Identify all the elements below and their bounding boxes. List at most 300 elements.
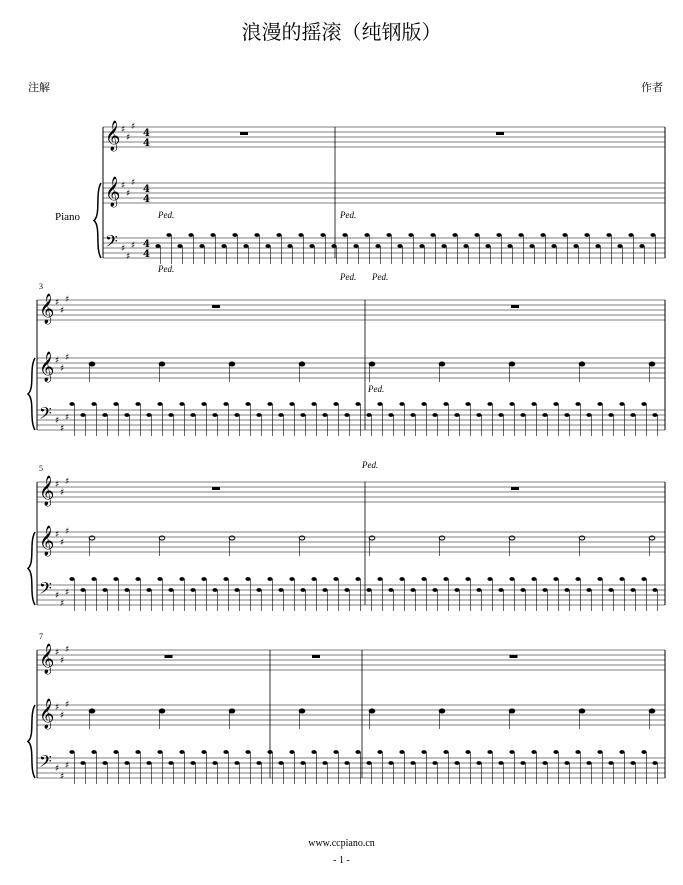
composer-label: 作者	[641, 81, 663, 94]
note-head	[476, 761, 481, 765]
score-title: 浪漫的摇滚（纯钢版）	[241, 20, 442, 44]
note-head	[439, 536, 445, 540]
note-head	[223, 577, 228, 581]
note-head	[344, 588, 349, 592]
note-head	[439, 362, 445, 366]
note-head	[531, 750, 536, 754]
note-head	[333, 577, 338, 581]
note-head	[476, 588, 481, 592]
note-head	[276, 233, 281, 237]
note-head	[355, 750, 360, 754]
note-head	[575, 402, 580, 406]
note-head	[331, 244, 336, 248]
note-head	[454, 413, 459, 417]
note-head	[168, 761, 173, 765]
sharp-icon: ♯	[55, 416, 60, 426]
note-head	[179, 402, 184, 406]
note-head	[177, 244, 182, 248]
note-head	[190, 761, 195, 765]
note-head	[584, 233, 589, 237]
note-head	[509, 750, 514, 754]
treble-clef: 𝄞	[105, 177, 121, 207]
note-head	[520, 413, 525, 417]
note-head	[369, 536, 375, 540]
note-head	[597, 402, 602, 406]
note-head	[579, 709, 585, 713]
treble-clef: 𝄞	[39, 699, 55, 729]
note-head	[421, 750, 426, 754]
whole-rest	[511, 305, 519, 308]
note-head	[649, 709, 655, 713]
note-head	[641, 402, 646, 406]
measure-number: 7	[39, 632, 43, 641]
note-head	[487, 750, 492, 754]
sharp-icon: ♯	[65, 413, 70, 423]
note-head	[617, 244, 622, 248]
note-head	[388, 761, 393, 765]
note-head	[353, 244, 358, 248]
note-head	[443, 577, 448, 581]
note-head	[649, 362, 655, 366]
note-head	[619, 577, 624, 581]
note-head	[201, 577, 206, 581]
note-head	[430, 233, 435, 237]
note-head	[619, 402, 624, 406]
note-head	[229, 362, 235, 366]
note-head	[344, 413, 349, 417]
note-head	[474, 233, 479, 237]
sharp-icon: ♯	[60, 599, 65, 609]
piano-brace	[28, 532, 35, 605]
note-head	[375, 244, 380, 248]
bass-clef: 𝄢	[39, 751, 52, 775]
note-head	[641, 750, 646, 754]
whole-rest	[510, 655, 518, 658]
note-head	[229, 536, 235, 540]
note-head	[124, 588, 129, 592]
note-head	[300, 761, 305, 765]
note-head	[166, 233, 171, 237]
note-head	[265, 244, 270, 248]
note-head	[551, 244, 556, 248]
note-head	[364, 233, 369, 237]
pedal-mark: Ped.	[158, 210, 175, 220]
note-head	[579, 362, 585, 366]
note-head	[223, 750, 228, 754]
note-head	[575, 750, 580, 754]
note-head	[619, 750, 624, 754]
note-head	[168, 413, 173, 417]
note-head	[113, 577, 118, 581]
note-head	[190, 588, 195, 592]
note-head	[531, 402, 536, 406]
note-head	[608, 413, 613, 417]
note-head	[485, 244, 490, 248]
note-head	[135, 750, 140, 754]
note-head	[465, 577, 470, 581]
note-head	[289, 750, 294, 754]
sharp-icon: ♯	[121, 181, 126, 191]
note-head	[498, 588, 503, 592]
note-head	[190, 413, 195, 417]
sharp-icon: ♯	[121, 125, 126, 135]
note-head	[432, 588, 437, 592]
note-head	[267, 750, 272, 754]
note-head	[443, 750, 448, 754]
treble-clef: 𝄞	[105, 121, 121, 151]
piano-brace	[28, 705, 35, 778]
note-head	[212, 588, 217, 592]
note-head	[229, 709, 235, 713]
pedal-mark: Ped.	[340, 272, 357, 282]
note-head	[410, 413, 415, 417]
note-head	[399, 750, 404, 754]
note-head	[520, 761, 525, 765]
note-head	[311, 402, 316, 406]
note-head	[608, 588, 613, 592]
instrument-name: Piano	[55, 211, 81, 223]
note-head	[289, 577, 294, 581]
note-head	[465, 750, 470, 754]
sharp-icon: ♯	[55, 356, 60, 366]
note-head	[586, 588, 591, 592]
note-head	[157, 577, 162, 581]
note-head	[564, 413, 569, 417]
note-head	[531, 577, 536, 581]
note-head	[553, 577, 558, 581]
note-head	[333, 402, 338, 406]
note-head	[628, 233, 633, 237]
note-head	[410, 761, 415, 765]
time-signature-top: 4	[143, 184, 150, 195]
note-head	[542, 588, 547, 592]
note-head	[322, 588, 327, 592]
note-head	[649, 536, 655, 540]
sharp-icon: ♯	[55, 298, 60, 308]
note-head	[223, 402, 228, 406]
note-head	[102, 413, 107, 417]
note-head	[419, 244, 424, 248]
treble-clef: 𝄞	[39, 352, 55, 382]
note-head	[562, 233, 567, 237]
note-head	[102, 761, 107, 765]
note-head	[278, 761, 283, 765]
note-head	[564, 588, 569, 592]
note-head	[91, 750, 96, 754]
note-head	[579, 536, 585, 540]
note-head	[564, 761, 569, 765]
note-head	[408, 233, 413, 237]
note-head	[595, 244, 600, 248]
note-head	[573, 244, 578, 248]
treble-clef: 𝄞	[39, 644, 55, 674]
note-head	[267, 577, 272, 581]
sharp-icon: ♯	[126, 133, 131, 143]
note-head	[487, 577, 492, 581]
sharp-icon: ♯	[55, 480, 60, 490]
note-head	[124, 761, 129, 765]
time-signature-bottom: 4	[143, 249, 150, 260]
note-head	[210, 233, 215, 237]
note-head	[311, 577, 316, 581]
note-head	[135, 402, 140, 406]
note-head	[443, 402, 448, 406]
note-head	[221, 244, 226, 248]
note-head	[520, 588, 525, 592]
piano-brace	[28, 358, 35, 430]
note-head	[529, 244, 534, 248]
note-head	[299, 709, 305, 713]
note-head	[80, 761, 85, 765]
note-head	[344, 761, 349, 765]
note-head	[113, 750, 118, 754]
time-signature-top: 4	[143, 239, 150, 250]
note-head	[410, 588, 415, 592]
note-head	[355, 402, 360, 406]
note-head	[575, 577, 580, 581]
note-head	[80, 413, 85, 417]
note-head	[553, 402, 558, 406]
note-head	[463, 244, 468, 248]
note-head	[157, 402, 162, 406]
note-head	[256, 761, 261, 765]
note-head	[388, 588, 393, 592]
whole-rest	[511, 487, 519, 490]
sharp-icon: ♯	[60, 656, 65, 666]
note-head	[441, 244, 446, 248]
note-head	[630, 588, 635, 592]
piano-brace	[94, 183, 101, 258]
note-head	[89, 362, 95, 366]
pedal-mark: Ped.	[340, 210, 357, 220]
note-head	[298, 233, 303, 237]
note-head	[91, 577, 96, 581]
note-head	[322, 413, 327, 417]
page-number: - 1 -	[333, 855, 350, 866]
note-head	[69, 577, 74, 581]
note-head	[630, 761, 635, 765]
sharp-icon: ♯	[55, 703, 60, 713]
note-head	[386, 233, 391, 237]
note-head	[299, 362, 305, 366]
note-head	[641, 577, 646, 581]
note-head	[606, 233, 611, 237]
note-head	[102, 588, 107, 592]
website-footer: www.ccpiano.cn	[308, 838, 375, 849]
note-head	[540, 233, 545, 237]
note-head	[397, 244, 402, 248]
note-head	[652, 761, 657, 765]
note-head	[300, 413, 305, 417]
note-head	[597, 577, 602, 581]
sharp-icon: ♯	[65, 477, 70, 487]
annotation-label: 注解	[28, 81, 50, 94]
note-head	[91, 402, 96, 406]
note-head	[278, 413, 283, 417]
whole-rest	[240, 132, 248, 135]
note-head	[89, 709, 95, 713]
sharp-icon: ♯	[121, 244, 126, 254]
note-head	[432, 761, 437, 765]
note-head	[146, 761, 151, 765]
note-head	[509, 362, 515, 366]
note-head	[322, 761, 327, 765]
sharp-icon: ♯	[126, 252, 131, 262]
note-head	[155, 244, 160, 248]
sharp-icon: ♯	[126, 189, 131, 199]
note-head	[201, 750, 206, 754]
note-head	[355, 577, 360, 581]
note-head	[509, 709, 515, 713]
sharp-icon: ♯	[65, 295, 70, 305]
note-head	[399, 402, 404, 406]
sharp-icon: ♯	[60, 488, 65, 498]
sharp-icon: ♯	[131, 122, 136, 132]
time-signature-bottom: 4	[143, 138, 150, 149]
note-head	[113, 402, 118, 406]
sharp-icon: ♯	[131, 241, 136, 251]
note-head	[201, 402, 206, 406]
bass-clef: 𝄢	[39, 403, 52, 427]
note-head	[289, 402, 294, 406]
note-head	[199, 244, 204, 248]
note-head	[267, 402, 272, 406]
note-head	[507, 244, 512, 248]
whole-rest	[496, 132, 504, 135]
note-head	[377, 402, 382, 406]
sharp-icon: ♯	[55, 530, 60, 540]
note-head	[377, 577, 382, 581]
note-head	[157, 750, 162, 754]
note-head	[69, 750, 74, 754]
note-head	[377, 750, 382, 754]
pedal-mark: Ped.	[362, 460, 379, 470]
note-head	[234, 413, 239, 417]
note-head	[159, 709, 165, 713]
note-head	[509, 577, 514, 581]
treble-clef: 𝄞	[39, 294, 55, 324]
sharp-icon: ♯	[60, 306, 65, 316]
note-head	[509, 536, 515, 540]
note-head	[421, 577, 426, 581]
pedal-mark: Ped.	[158, 264, 175, 274]
note-head	[245, 402, 250, 406]
whole-rest	[212, 305, 220, 308]
note-head	[179, 750, 184, 754]
measure-number: 3	[39, 282, 43, 291]
note-head	[465, 402, 470, 406]
note-head	[146, 588, 151, 592]
note-head	[256, 588, 261, 592]
sharp-icon: ♯	[55, 648, 60, 658]
note-head	[432, 413, 437, 417]
whole-rest	[312, 655, 320, 658]
note-head	[366, 761, 371, 765]
note-head	[421, 402, 426, 406]
note-head	[639, 244, 644, 248]
note-head	[146, 413, 151, 417]
note-head	[369, 362, 375, 366]
note-head	[650, 233, 655, 237]
note-head	[452, 233, 457, 237]
sharp-icon: ♯	[60, 424, 65, 434]
pedal-mark: Ped.	[368, 384, 385, 394]
note-head	[299, 536, 305, 540]
sharp-icon: ♯	[60, 364, 65, 374]
note-head	[245, 750, 250, 754]
note-head	[509, 402, 514, 406]
pedal-mark: Ped.	[372, 272, 389, 282]
note-head	[476, 413, 481, 417]
note-head	[652, 588, 657, 592]
whole-rest	[165, 655, 173, 658]
sharp-icon: ♯	[65, 761, 70, 771]
sharp-icon: ♯	[65, 588, 70, 598]
note-head	[454, 761, 459, 765]
note-head	[586, 761, 591, 765]
note-head	[454, 588, 459, 592]
note-head	[498, 761, 503, 765]
note-head	[496, 233, 501, 237]
note-head	[243, 244, 248, 248]
note-head	[597, 750, 602, 754]
note-head	[168, 588, 173, 592]
note-head	[234, 761, 239, 765]
treble-clef: 𝄞	[39, 526, 55, 556]
sharp-icon: ♯	[131, 178, 136, 188]
time-signature-top: 4	[143, 128, 150, 139]
sharp-icon: ♯	[65, 527, 70, 537]
note-head	[135, 577, 140, 581]
note-head	[366, 413, 371, 417]
note-head	[179, 577, 184, 581]
note-head	[342, 233, 347, 237]
note-head	[232, 233, 237, 237]
note-head	[498, 413, 503, 417]
note-head	[630, 413, 635, 417]
note-head	[159, 536, 165, 540]
note-head	[366, 588, 371, 592]
sharp-icon: ♯	[60, 772, 65, 782]
note-head	[320, 233, 325, 237]
note-head	[287, 244, 292, 248]
note-head	[188, 233, 193, 237]
time-signature-bottom: 4	[143, 194, 150, 205]
note-head	[311, 750, 316, 754]
note-head	[439, 709, 445, 713]
sharp-icon: ♯	[60, 711, 65, 721]
note-head	[553, 750, 558, 754]
note-head	[586, 413, 591, 417]
note-head	[542, 761, 547, 765]
note-head	[245, 577, 250, 581]
whole-rest	[212, 487, 220, 490]
note-head	[399, 577, 404, 581]
sharp-icon: ♯	[55, 591, 60, 601]
note-head	[333, 750, 338, 754]
note-head	[300, 588, 305, 592]
note-head	[652, 413, 657, 417]
note-head	[89, 536, 95, 540]
note-head	[69, 402, 74, 406]
note-head	[212, 761, 217, 765]
note-head	[159, 362, 165, 366]
note-head	[254, 233, 259, 237]
note-head	[487, 402, 492, 406]
note-head	[542, 413, 547, 417]
note-head	[309, 244, 314, 248]
measure-number: 5	[39, 464, 43, 473]
